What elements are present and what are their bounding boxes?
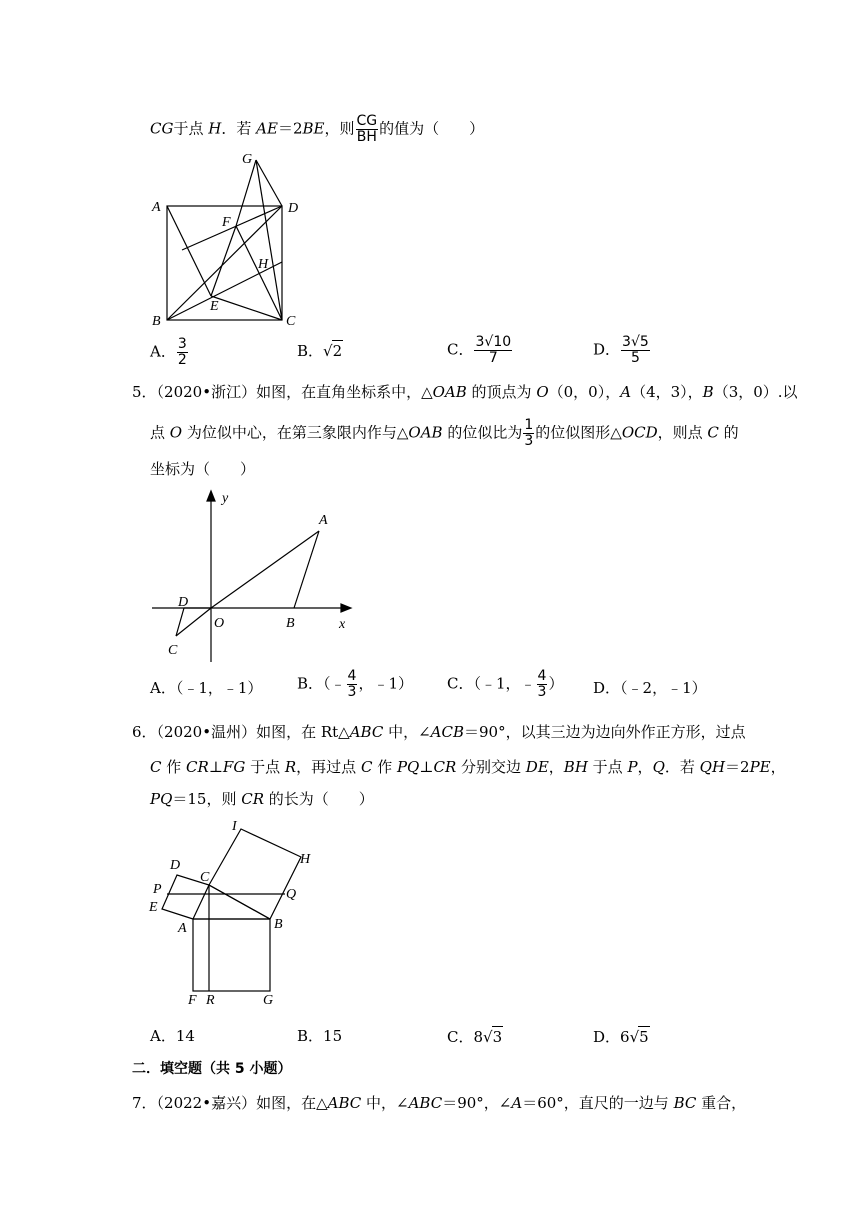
text-seg: 的顶点为 [466,383,537,401]
option-letter: A． [150,342,176,361]
q7-line-1 [132,1093,746,1113]
text-seg: ，﹣1） [358,674,413,693]
label-e: E [149,900,158,915]
text-seg: ，再过点 [296,758,361,776]
sqrt-sign: √ [323,342,333,360]
text-seg: 二．填空题（共 5 小题） [132,1061,292,1077]
text-seg: C [707,423,719,442]
label-b: B [274,917,283,932]
option-fraction [537,669,548,700]
frac-num: CG [356,113,378,129]
q5-option-c [447,669,563,700]
text-seg: DE [525,758,549,776]
text-seg: OAB [432,383,467,401]
text-seg: ＝90°，以其三边为边向外作正方形，过点 [464,723,746,741]
frac-den: 2 [177,352,187,368]
text-seg: ABC [349,723,384,741]
text-seg: ⊥ [419,758,434,776]
frac-num: 1 [524,417,534,433]
frac-den: 7 [488,350,498,366]
text-seg: 的 [718,423,739,442]
text-seg: 中，∠ [361,1094,409,1112]
q6-option-a [150,1026,195,1046]
text-seg: A [620,383,632,401]
label-a: A [178,921,187,936]
frac-num: 4 [347,668,357,684]
text-seg: D．6 [593,1028,630,1046]
option-fraction [347,669,358,700]
text-seg: QH [699,758,726,776]
text-seg: ABC [327,1094,362,1112]
text-seg: （3，0）.以 [713,383,798,401]
text-seg: 的位似比为 [442,423,523,442]
text-seg: C．8 [447,1028,484,1046]
label-a: A [319,513,328,528]
frac-den: 3 [524,433,534,449]
text-seg: 分别交边 [456,758,526,776]
seg-cg: CG [150,119,174,138]
text-seg: ACB [430,723,465,741]
text-seg: 为位似中心，在第三象限内作与△ [182,423,409,442]
seg-ae: AE [256,119,278,138]
seg-h: H [208,119,222,138]
label-d: D [170,858,181,873]
q5-option-d [593,678,707,698]
fraction-cg-bh [356,114,379,145]
text-seg: B．15 [297,1027,343,1045]
frac-den: 3 [537,684,547,700]
sqrt-sign: √ [483,1028,493,1046]
text-seg: 重合， [696,1094,747,1112]
frac-den: 5 [630,350,640,366]
q6-option-c [447,1026,503,1047]
frac-num: 3√5 [622,334,649,350]
text-seg: CR [241,790,265,808]
label-a: A [152,200,161,215]
radicand: 5 [639,1028,649,1046]
text-seg: 点 [150,423,170,442]
frac-den: BH [356,129,377,145]
text-seg: ．若 [221,119,252,138]
label-h: H [300,852,311,867]
label-g: G [242,152,253,167]
text-seg: A．14 [150,1027,195,1045]
sqrt-sign: √ [629,1028,640,1046]
q4-option-a [150,337,189,368]
label-c: C [200,870,210,885]
text-seg: B [702,383,714,401]
text-seg: 于点 [245,758,285,776]
label-q: Q [286,887,297,902]
text-seg: ＝60°，直尺的一边与 [522,1094,674,1112]
text-seg: ， [548,758,564,776]
text-seg: PQ [150,790,173,808]
option-letter: D． [593,340,621,359]
text-seg: PE [749,758,771,776]
text-seg: ，则 [324,119,355,138]
label-c: C [286,314,296,329]
text-seg: Q [652,758,665,776]
text-seg: R [284,758,297,776]
q6-option-d [593,1026,650,1047]
text-seg: BC [673,1094,697,1112]
text-seg: O [169,423,183,442]
text-seg: OAB [408,423,443,442]
label-o: O [214,616,225,631]
option-letter: C． [447,340,474,359]
text-seg: ．若 [664,758,700,776]
text-seg: 于点 [587,758,628,776]
text-seg: A [511,1094,523,1112]
text-seg: 的位似图形△ [535,423,622,442]
q6-line-2 [150,757,786,777]
text-seg: 7．（2022•嘉兴）如图，在△ [132,1094,328,1112]
q5-option-a [150,678,262,698]
frac-num: 3 [177,336,187,352]
text-seg: CR [433,758,457,776]
label-d: D [178,595,189,610]
text-seg: 坐标为（ ） [150,460,256,478]
text-seg: CR [186,758,209,776]
text-seg: 作 [372,758,397,776]
q5-line-3 [150,459,255,479]
text-seg: A．（﹣1，﹣1） [150,679,263,697]
option-fraction [621,335,650,366]
text-seg: O [536,383,549,401]
option-letter: B． [297,342,324,360]
text-seg: ，则点 [657,423,708,442]
text-seg: 5．（2020•浙江）如图，在直角坐标系中，△ [132,383,433,401]
q5-line-1 [132,382,798,402]
text-seg: ⊥ [208,758,223,776]
text-seg: 的长为（ ） [264,790,374,808]
q6-line-3 [150,789,374,809]
frac-den: 3 [347,684,357,700]
text-seg: P [627,758,638,776]
q4-option-d [593,335,651,366]
label-f: F [188,993,197,1008]
frac-num: 3√10 [475,334,512,350]
label-c: C [168,643,178,658]
radicand: 2 [332,342,343,360]
text-seg: FG [222,758,246,776]
label-h: H [258,257,269,272]
label-p: P [153,882,162,897]
q4-option-c [447,335,513,366]
text-seg: 中，∠ [383,723,431,741]
q6-line-1 [132,722,746,742]
text-seg: （4，3）， [631,383,703,401]
text-seg: C [150,758,162,776]
q5-option-b [297,669,413,700]
seg-be: BE [302,119,325,138]
text-seg: B．（﹣ [297,674,346,693]
text-seg: D．（﹣2，﹣1） [593,679,707,697]
text-seg: ） [548,674,564,693]
text-seg: ＝15，则 [172,790,242,808]
option-fraction [177,337,188,368]
text-seg: ＝2 [277,119,303,138]
fraction-one-third [523,418,534,449]
frac-num: 4 [537,668,547,684]
label-b: B [286,616,295,631]
label-e: E [210,299,219,314]
q4-option-b [297,340,343,361]
text-seg: （0，0）， [548,383,621,401]
label-g: G [263,993,274,1008]
label-x: x [339,617,346,632]
section-heading [132,1059,292,1079]
text-seg: 的值为（ ） [379,119,485,138]
text-seg: ＝90°，∠ [442,1094,512,1112]
text-seg: PQ [396,758,420,776]
text-seg: 作 [161,758,187,776]
text-seg: ＝2 [725,758,750,776]
label-i: I [232,819,237,834]
q5-line-2 [150,418,739,449]
option-fraction [474,335,512,366]
text-seg: C [360,758,373,776]
label-f: F [222,215,231,230]
q6-option-b [297,1026,342,1046]
text-seg: 6．（2020•温州）如图，在 Rt△ [132,723,350,741]
text-seg: ABC [408,1094,443,1112]
label-y: y [222,491,229,506]
text-seg: OCD [621,423,658,442]
radicand: 3 [492,1028,503,1046]
text-seg: ， [770,758,786,776]
text-seg: C．（﹣1，﹣ [447,674,536,693]
label-b: B [152,314,161,329]
label-r: R [206,993,215,1008]
text-seg: ， [637,758,653,776]
label-d: D [288,201,299,216]
text-seg: BH [563,758,588,776]
q4-text-line [150,114,484,145]
text-seg: 于点 [173,119,204,138]
